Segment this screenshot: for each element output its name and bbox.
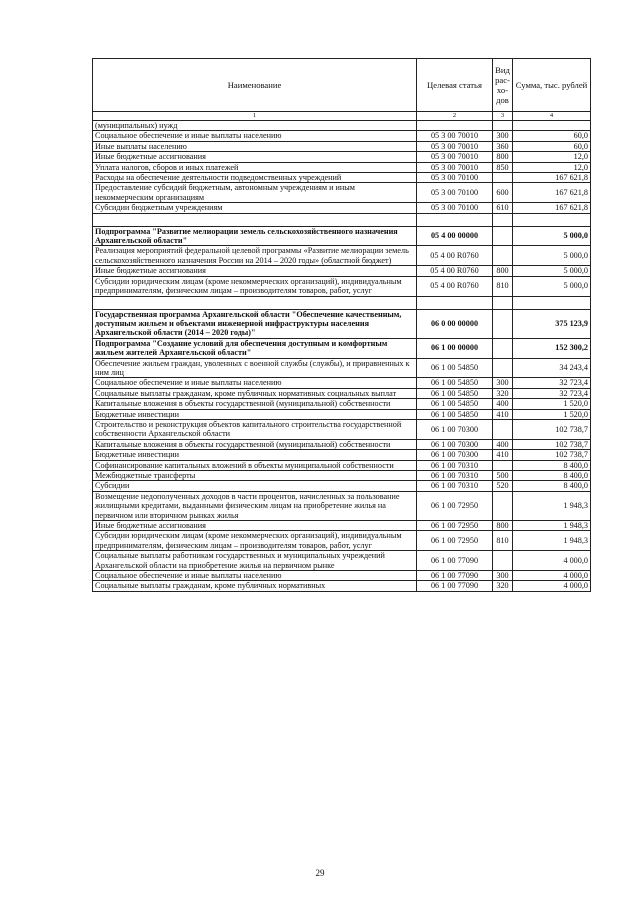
row-name-cell: Государственная программа Архангельской области "Обеспечение качественным, доступным жильем и объектами инженерной инфраструктуры населения Архангельской области (2014 – 2020 годы)" [93, 309, 417, 338]
row-sum-cell: 167 621,8 [513, 203, 591, 213]
row-expense-type-cell: 520 [493, 481, 513, 491]
row-sum-cell: 1 948,3 [513, 491, 591, 520]
row-name-cell: Иные выплаты населению [93, 141, 417, 151]
table-row [93, 521, 591, 531]
spacer-row [93, 213, 591, 226]
row-expense-type-cell [493, 338, 513, 358]
row-expense-type-cell [493, 460, 513, 470]
table-row [93, 338, 591, 358]
row-sum-cell: 8 400,0 [513, 481, 591, 491]
row-target-article-cell: 05 4 00 R0760 [417, 276, 493, 296]
row-name-cell: Софинансирование капитальных вложений в объекты муниципальной собственности [93, 460, 417, 470]
row-target-article-cell: 06 1 00 54850 [417, 378, 493, 388]
row-expense-type-cell: 410 [493, 450, 513, 460]
table-row [93, 203, 591, 213]
row-name-cell: Капитальные вложения в объекты государственной (муниципальной) собственности [93, 399, 417, 409]
row-sum-cell: 34 243,4 [513, 358, 591, 378]
row-target-article-cell: 06 1 00 72950 [417, 531, 493, 551]
row-target-article-cell: 06 1 00 54850 [417, 409, 493, 419]
row-target-article-cell: 06 1 00 54850 [417, 358, 493, 378]
row-name-cell: Реализация мероприятий федеральной целевой программы «Развитие мелиорации земель сельскохозяйственного назначения России на 2014 – 2020 годы» (областной бюджет) [93, 246, 417, 266]
row-sum-cell: 1 948,3 [513, 521, 591, 531]
row-target-article-cell: 06 1 00 54850 [417, 388, 493, 398]
row-target-article-cell: 05 3 00 70100 [417, 173, 493, 183]
row-target-article-cell: 06 1 00 54850 [417, 399, 493, 409]
table-row [93, 481, 591, 491]
table-row [93, 491, 591, 520]
row-name-cell: Межбюджетные трансферты [93, 471, 417, 481]
row-expense-type-cell [493, 358, 513, 378]
row-name-cell: Социальные выплаты гражданам, кроме публичных нормативных социальных выплат [93, 388, 417, 398]
column-number-row [93, 112, 591, 121]
row-target-article-cell: 06 1 00 77090 [417, 581, 493, 591]
row-target-article-cell: 06 1 00 77090 [417, 571, 493, 581]
column-number-3: 3 [493, 112, 513, 121]
row-name-cell: Иные бюджетные ассигнования [93, 266, 417, 276]
row-sum-cell: 102 738,7 [513, 439, 591, 449]
row-target-article-cell: 06 1 00 70310 [417, 471, 493, 481]
row-expense-type-cell [493, 551, 513, 571]
header-expense-type: Вид рас- хо- дов [493, 59, 513, 112]
table-row [93, 531, 591, 551]
spacer-cell [417, 213, 493, 226]
row-expense-type-cell [493, 419, 513, 439]
budget-table [92, 58, 591, 592]
row-expense-type-cell: 410 [493, 409, 513, 419]
row-expense-type-cell: 850 [493, 162, 513, 172]
row-sum-cell [513, 121, 591, 131]
table-row [93, 471, 591, 481]
row-expense-type-cell: 300 [493, 131, 513, 141]
row-name-cell: Субсидии юридическим лицам (кроме некоммерческих организаций), индивидуальным предпринимателям, физическим лицам – производителям товаров, работ, услуг [93, 276, 417, 296]
row-sum-cell: 8 400,0 [513, 460, 591, 470]
row-sum-cell: 4 000,0 [513, 551, 591, 571]
row-target-article-cell [417, 121, 493, 131]
row-name-cell: Уплата налогов, сборов и иных платежей [93, 162, 417, 172]
row-sum-cell: 60,0 [513, 141, 591, 151]
header-target-article: Целевая статья [417, 59, 493, 112]
row-sum-cell: 102 738,7 [513, 419, 591, 439]
table-row [93, 276, 591, 296]
row-sum-cell: 1 948,3 [513, 531, 591, 551]
row-sum-cell: 12,0 [513, 162, 591, 172]
header-sum: Сумма, тыс. рублей [513, 59, 591, 112]
row-target-article-cell: 05 3 00 70010 [417, 141, 493, 151]
row-sum-cell: 32 723,4 [513, 378, 591, 388]
row-name-cell: Социальное обеспечение и иные выплаты населению [93, 571, 417, 581]
row-expense-type-cell [493, 309, 513, 338]
spacer-cell [493, 296, 513, 309]
table-header-row [93, 59, 591, 112]
row-expense-type-cell [493, 491, 513, 520]
budget-table-body [93, 59, 591, 592]
spacer-cell [493, 213, 513, 226]
row-target-article-cell: 06 1 00 72950 [417, 521, 493, 531]
row-expense-type-cell: 600 [493, 183, 513, 203]
row-target-article-cell: 06 1 00 70300 [417, 439, 493, 449]
row-target-article-cell: 06 1 00 00000 [417, 338, 493, 358]
table-row [93, 450, 591, 460]
row-name-cell: Капитальные вложения в объекты государственной (муниципальной) собственности [93, 439, 417, 449]
row-expense-type-cell [493, 226, 513, 246]
row-expense-type-cell: 300 [493, 571, 513, 581]
row-target-article-cell: 06 1 00 70300 [417, 419, 493, 439]
row-sum-cell: 1 520,0 [513, 409, 591, 419]
row-name-cell: Иные бюджетные ассигнования [93, 521, 417, 531]
spacer-cell [417, 296, 493, 309]
column-number-2: 2 [417, 112, 493, 121]
row-expense-type-cell: 800 [493, 521, 513, 531]
row-name-cell: Бюджетные инвестиции [93, 409, 417, 419]
row-expense-type-cell: 800 [493, 266, 513, 276]
table-row [93, 378, 591, 388]
row-target-article-cell: 06 1 00 70300 [417, 450, 493, 460]
row-name-cell: Социальное обеспечение и иные выплаты населению [93, 378, 417, 388]
row-expense-type-cell [493, 173, 513, 183]
row-name-cell: Обеспечение жильем граждан, уволенных с военной службы (службы), и приравненных к ним лиц [93, 358, 417, 378]
row-expense-type-cell: 320 [493, 581, 513, 591]
table-row [93, 399, 591, 409]
table-row [93, 439, 591, 449]
table-row [93, 226, 591, 246]
row-name-cell: Социальные выплаты гражданам, кроме публичных нормативных [93, 581, 417, 591]
row-name-cell: Субсидии бюджетным учреждениям [93, 203, 417, 213]
spacer-cell [93, 213, 417, 226]
row-target-article-cell: 05 3 00 70010 [417, 152, 493, 162]
row-target-article-cell: 06 1 00 70310 [417, 460, 493, 470]
row-target-article-cell: 06 0 00 00000 [417, 309, 493, 338]
row-target-article-cell: 05 4 00 00000 [417, 226, 493, 246]
column-number-4: 4 [513, 112, 591, 121]
table-row [93, 162, 591, 172]
row-target-article-cell: 06 1 00 70310 [417, 481, 493, 491]
row-sum-cell: 375 123,9 [513, 309, 591, 338]
row-expense-type-cell: 300 [493, 378, 513, 388]
table-row [93, 131, 591, 141]
row-name-cell: Иные бюджетные ассигнования [93, 152, 417, 162]
header-name: Наименование [93, 59, 417, 112]
row-sum-cell: 5 000,0 [513, 276, 591, 296]
spacer-cell [93, 296, 417, 309]
row-name-cell: Подпрограмма "Развитие мелиорации земель сельскохозяйственного назначения Архангельской области" [93, 226, 417, 246]
row-sum-cell: 32 723,4 [513, 388, 591, 398]
table-row [93, 388, 591, 398]
row-sum-cell: 5 000,0 [513, 266, 591, 276]
row-expense-type-cell: 360 [493, 141, 513, 151]
table-row [93, 246, 591, 266]
spacer-row [93, 296, 591, 309]
row-expense-type-cell: 800 [493, 152, 513, 162]
row-expense-type-cell [493, 121, 513, 131]
table-row [93, 309, 591, 338]
column-number-1: 1 [93, 112, 417, 121]
table-row [93, 152, 591, 162]
row-name-cell: Бюджетные инвестиции [93, 450, 417, 460]
row-expense-type-cell: 810 [493, 276, 513, 296]
row-expense-type-cell: 400 [493, 399, 513, 409]
row-sum-cell: 8 400,0 [513, 471, 591, 481]
table-row [93, 419, 591, 439]
row-expense-type-cell: 320 [493, 388, 513, 398]
row-sum-cell: 167 621,8 [513, 173, 591, 183]
table-row [93, 581, 591, 591]
row-sum-cell: 5 000,0 [513, 226, 591, 246]
page-number: 29 [315, 868, 325, 878]
row-name-cell: Возмещение недополученных доходов в части процентов, начисленных за пользование жилищными кредитами, выданными физическим лицам на приобретение жилья на первичном или вторичном рынках жилья [93, 491, 417, 520]
row-target-article-cell: 05 4 00 R0760 [417, 246, 493, 266]
row-sum-cell: 102 738,7 [513, 450, 591, 460]
spacer-cell [513, 213, 591, 226]
table-row [93, 183, 591, 203]
row-sum-cell: 167 621,8 [513, 183, 591, 203]
table-row [93, 173, 591, 183]
row-expense-type-cell: 500 [493, 471, 513, 481]
budget-table-sheet [92, 58, 590, 592]
row-expense-type-cell: 610 [493, 203, 513, 213]
spacer-cell [513, 296, 591, 309]
table-row [93, 551, 591, 571]
row-name-cell: Строительство и реконструкция объектов капитального строительства государственной собственности Архангельской области [93, 419, 417, 439]
table-row [93, 460, 591, 470]
row-name-cell: (муниципальных) нужд [93, 121, 417, 131]
table-row [93, 266, 591, 276]
row-target-article-cell: 06 1 00 77090 [417, 551, 493, 571]
row-target-article-cell: 05 3 00 70100 [417, 203, 493, 213]
row-sum-cell: 152 300,2 [513, 338, 591, 358]
table-row [93, 571, 591, 581]
row-name-cell: Субсидии [93, 481, 417, 491]
row-name-cell: Предоставление субсидий бюджетным, автономным учреждениям и иным некоммерческим организациям [93, 183, 417, 203]
row-sum-cell: 4 000,0 [513, 581, 591, 591]
row-target-article-cell: 06 1 00 72950 [417, 491, 493, 520]
row-name-cell: Субсидии юридическим лицам (кроме некоммерческих организаций), индивидуальным предпринимателям, физическим лицам – производителям товаров, работ, услуг [93, 531, 417, 551]
row-name-cell: Социальное обеспечение и иные выплаты населению [93, 131, 417, 141]
row-sum-cell: 12,0 [513, 152, 591, 162]
row-sum-cell: 5 000,0 [513, 246, 591, 266]
table-row [93, 141, 591, 151]
row-name-cell: Социальные выплаты работникам государственных и муниципальных учреждений Архангельской области на приобретение жилья на первичном рынке [93, 551, 417, 571]
row-target-article-cell: 05 3 00 70100 [417, 183, 493, 203]
row-expense-type-cell: 400 [493, 439, 513, 449]
row-target-article-cell: 05 3 00 70010 [417, 131, 493, 141]
row-sum-cell: 1 520,0 [513, 399, 591, 409]
row-sum-cell: 60,0 [513, 131, 591, 141]
row-expense-type-cell: 810 [493, 531, 513, 551]
table-row [93, 121, 591, 131]
row-sum-cell: 4 000,0 [513, 571, 591, 581]
table-row [93, 409, 591, 419]
row-name-cell: Расходы на обеспечение деятельности подведомственных учреждений [93, 173, 417, 183]
table-row [93, 358, 591, 378]
row-target-article-cell: 05 3 00 70010 [417, 162, 493, 172]
row-target-article-cell: 05 4 00 R0760 [417, 266, 493, 276]
row-expense-type-cell [493, 246, 513, 266]
row-name-cell: Подпрограмма "Создание условий для обеспечения доступным и комфортным жильем жителей Архангельской области" [93, 338, 417, 358]
